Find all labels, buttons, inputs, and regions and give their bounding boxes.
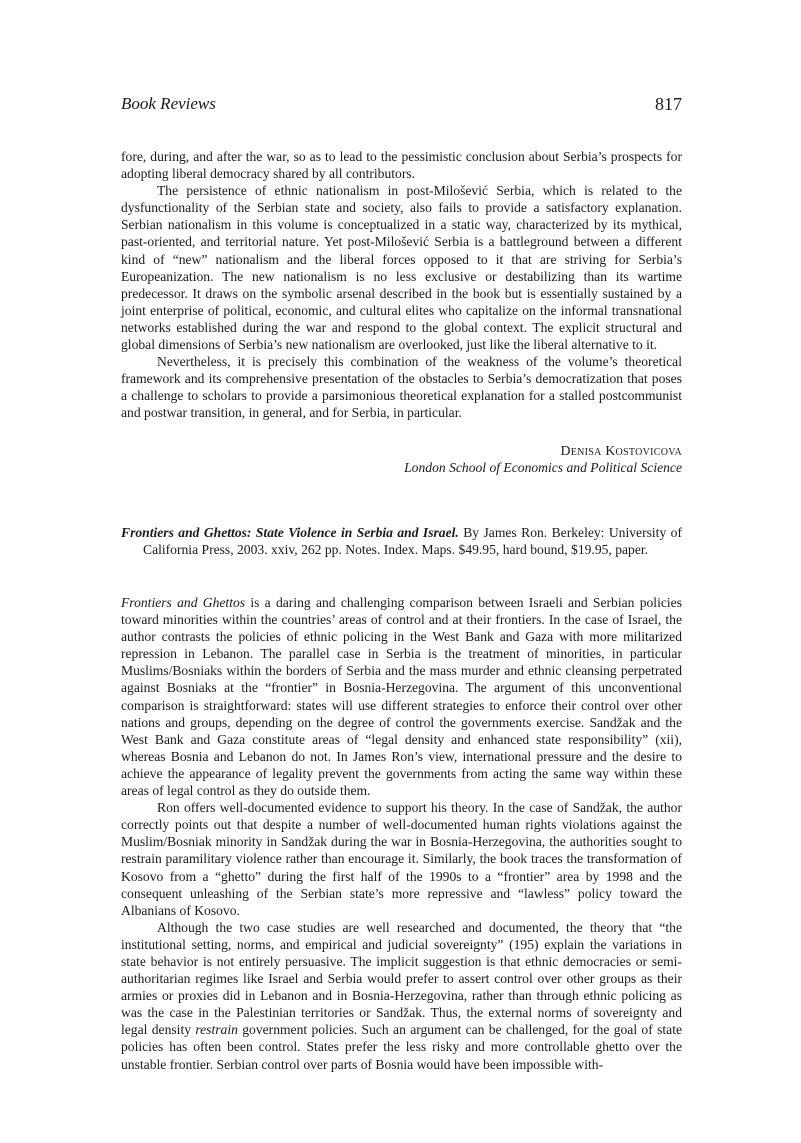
paragraph: fore, during, and after the war, so as to lead to the pessimistic conclusion about Serbia’s prospects for adopting liberal democracy shared by all contributors. bbox=[121, 149, 682, 182]
citation-details: By James Ron. Berkeley: University of California Press, 2003. xxiv, 262 pp. Notes. Index. Maps. $49.95, hard bound, $19.95, paper. bbox=[143, 525, 682, 558]
paragraph-text: Although the two case studies are well researched and documented, the theory that “the institutional setting, norms, and empirical and judicial sovereignty” (195) explain the variations in state behavior is not entirely persuasive. The implicit suggestion is that ethnic democracies or semi-authoritarian regimes like Israel and Serbia would prefer to assert control over other groups as their armies or proxies did in Lebanon and in Bosnia-Herzegovina, rather than through ethnic policing as was the case in the Palestinian territories or Sandžak. Thus, the external norms of sovereignty and legal density bbox=[121, 919, 682, 1038]
paragraph-text: government policies. Such an argument can be challenged, for the goal of state policies has often been control. States prefer the less risky and more controllable ghetto over the unstable frontier. Serbian control over parts of Bosnia would have been impossible with- bbox=[121, 1022, 682, 1072]
reviewer-affiliation: London School of Economics and Political Science bbox=[404, 460, 682, 475]
review-body-2 bbox=[121, 594, 682, 1073]
emphasis: restrain bbox=[195, 1022, 238, 1038]
book-citation bbox=[121, 524, 682, 559]
book-title-inline: Frontiers and Ghettos bbox=[121, 595, 246, 610]
paragraph: Ron offers well-documented evidence to support his theory. In the case of Sandžak, the author correctly points out that despite a number of well-documented human rights violations against the Muslim/Bosniak minority in Sandžak during the war in Bosnia-Herzegovina, the authorities sought to restrain paramilitary violence rather than encourage it. Similarly, the book traces the transformation of Kosovo from a “ghetto” during the first half of the 1990s to a “frontier” area by 1998 and the consequent unleashing of the Serbian state’s more repressive and “lawless” policy toward the Albanians of Kosovo. bbox=[121, 800, 682, 918]
paragraph bbox=[121, 919, 682, 1073]
paragraph bbox=[121, 594, 682, 799]
running-head bbox=[121, 94, 682, 120]
paragraph: Nevertheless, it is precisely this combination of the weakness of the volume’s theoretical framework and its comprehensive presentation of the obstacles to Serbia’s democratization that poses a challenge to scholars to provide a parsimonious theoretical explanation for a stalled postcommunist and postwar transition, in general, and for Serbia, in particular. bbox=[121, 354, 682, 421]
citation-title: Frontiers and Ghettos: State Violence in Serbia and Israel. bbox=[121, 525, 459, 540]
running-title: Book Reviews bbox=[121, 94, 216, 113]
review-body-1 bbox=[121, 148, 682, 422]
paragraph: The persistence of ethnic nationalism in post-Milošević Serbia, which is related to the dysfunctionality of the Serbian state and society, also fails to provide a satisfactory explanation. Serbian nationalism in this volume is conceptualized in a static way, characterized by its mythical, past-oriented, and territorial nature. Yet post-Milošević Serbia is a battleground between a different kind of “new” nationalism and the liberal forces opposed to it that are striving for Serbia’s Europeanization. The new nationalism is no less exclusive or destabilizing than its wartime predecessor. It draws on the symbolic arsenal described in the book but is essentially sustained by a joint enterprise of political, economic, and cultural elites who capitalize on the informal transnational networks established during the war and respond to the global context. The explicit structural and global dimensions of Serbia’s new nationalism are overlooked, just like the liberal alternative to it. bbox=[121, 183, 682, 353]
page-number: 817 bbox=[655, 94, 682, 114]
reviewer-name: Denisa Kostovicova bbox=[560, 443, 682, 458]
paragraph-text: is a daring and challenging comparison between Israeli and Serbian policies toward minorities within the countries’ areas of control and at their frontiers. In the case of Israel, the author contrasts the policies of ethnic policing in the West Bank and Gaza with more militarized repression in Lebanon. The parallel case in Serbia is the treatment of minorities, in particular Muslims/Bosniaks within the borders of Serbia and the mass murder and ethnic cleansing perpetrated against Bosniaks at the “frontier” in Bosnia-Herzegovina. The argument of this unconventional comparison is straightforward: states will use different strategies to enforce their control over other nations and groups, depending on the degree of control the governments exercise. Sandžak and the West Bank and Gaza constitute areas of “legal density and enhanced state responsibility” (xii), whereas Bosnia and Lebanon do not. In James Ron’s view, international pressure and the desire to achieve the appearance of legality prevent the governments from acting the same way within these areas of legal control as they do outside them. bbox=[121, 595, 682, 799]
